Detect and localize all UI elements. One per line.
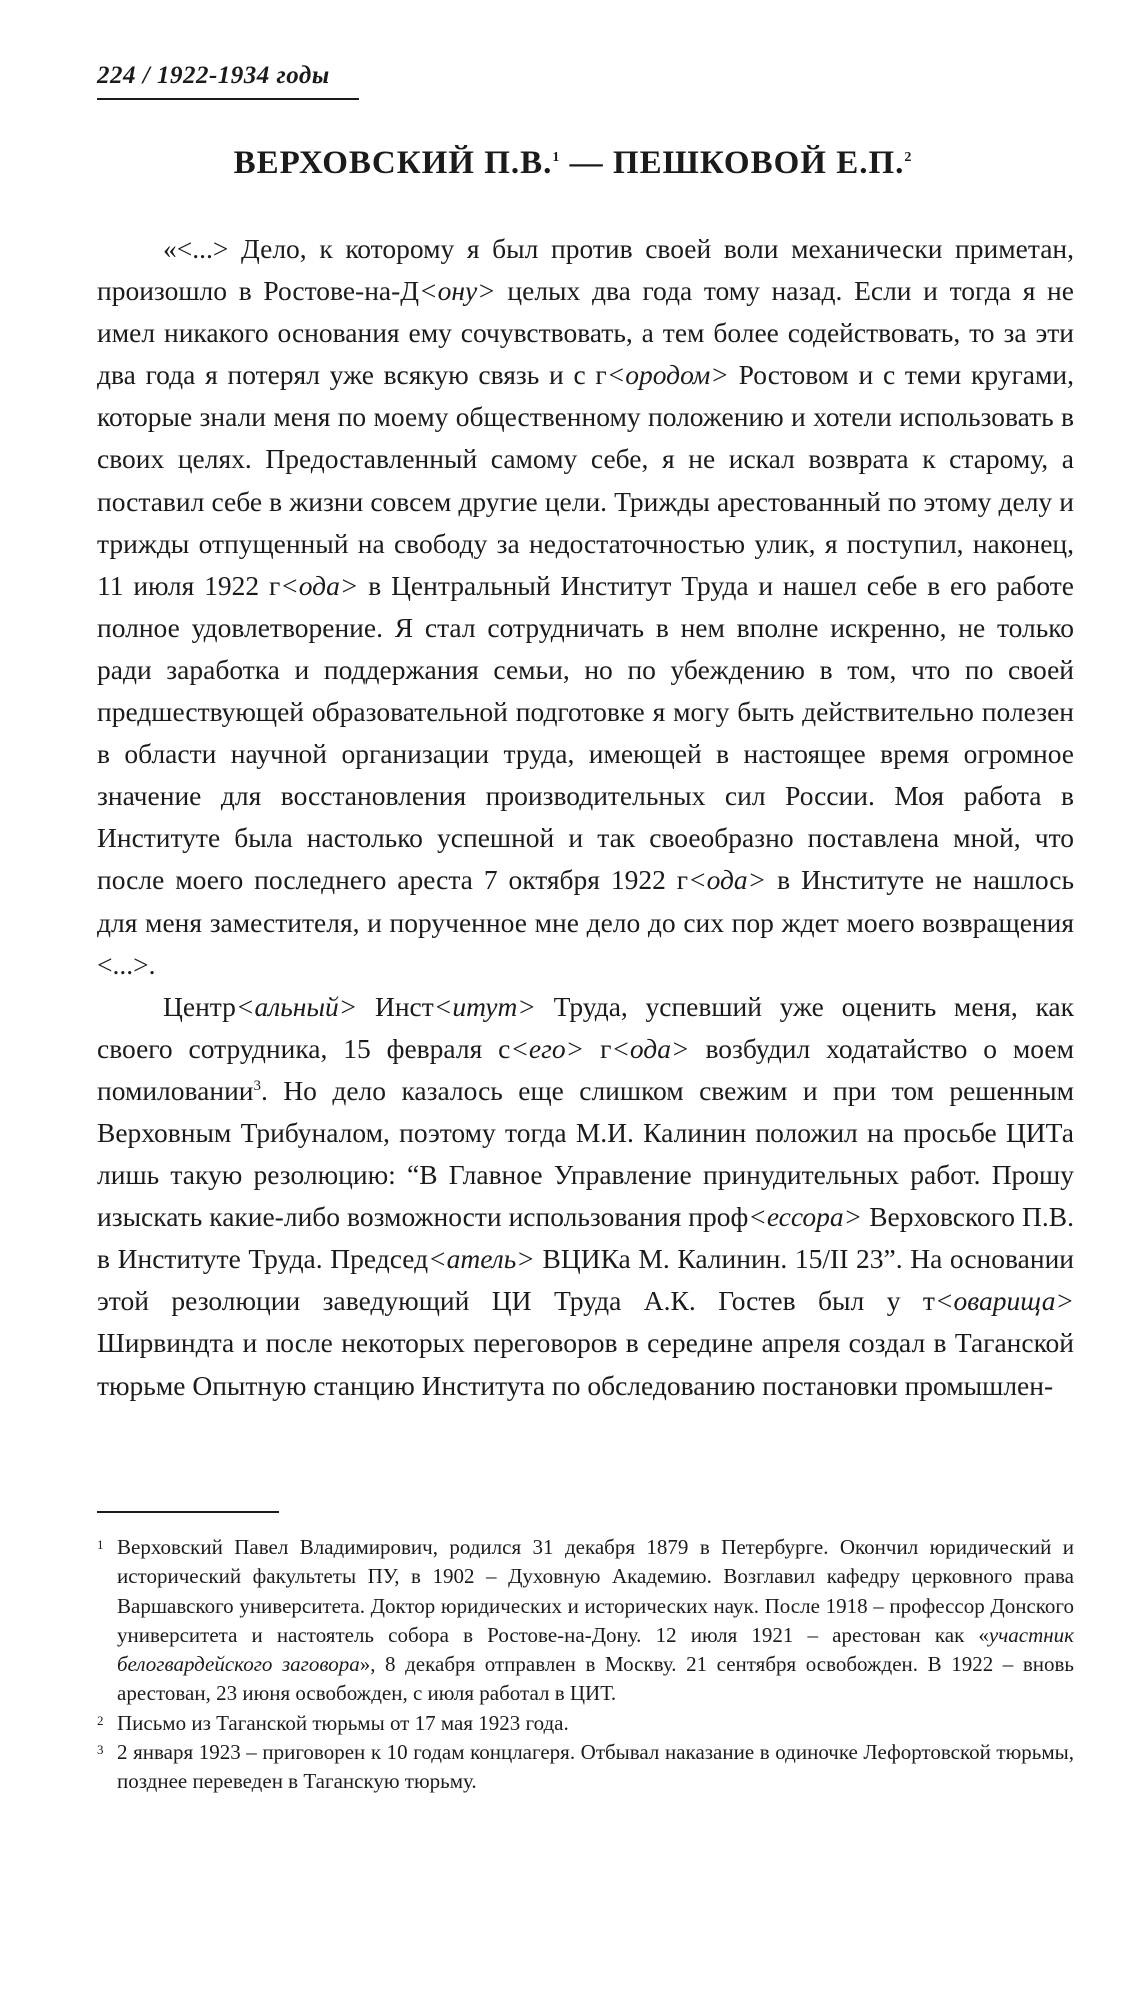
editorial-insertion: <ода> bbox=[280, 569, 359, 601]
footnote-separator bbox=[97, 1511, 279, 1513]
editorial-insertion: <итут> bbox=[433, 990, 536, 1022]
paragraph-2-text: Ширвиндта и после некоторых переговоров в середине апреля создал в Таганской тюрьме Опытную станцию Института по обследованию постановки промышлен- bbox=[97, 1327, 1074, 1401]
footnote-text: Письмо из Таганской тюрьмы от 17 мая 1923 года. bbox=[117, 1710, 569, 1735]
paragraph-2-text: Труда, успевший уже оценить меня, как своего сотрудника, 15 февраля с bbox=[97, 990, 1074, 1064]
footnote-text: 2 января 1923 – приговорен к 10 годам концлагеря. Отбывал наказание в одиночке Лефортовской тюрьмы, позднее переведен в Таганскую тюрьму. bbox=[117, 1740, 1074, 1794]
paragraph-2-text: ВЦИКа М. Калинин. 15/II 23”. На основании этой резолюции заведующий ЦИ Труда А.К. Гостев был у т bbox=[97, 1243, 1075, 1317]
editorial-insertion: <оварища> bbox=[934, 1285, 1074, 1317]
footnote-2 bbox=[97, 1709, 1074, 1738]
footnote-1 bbox=[97, 1533, 1074, 1709]
paragraph-2-text: Верховского П.В. в Институте Труда. Председ bbox=[97, 1201, 1074, 1275]
paragraph-2-text: . Но дело казалось еще слишком свежим и при том решенным Верховным Трибуналом, поэтому тогда М.И. Калинин положил на просьбе ЦИТа лишь такую резолюцию: “В Главное Управление принудительных работ. Прошу изыскать какие-либо возможности использования проф bbox=[97, 1074, 1074, 1233]
paragraph-2-text: возбудил ходатайство о моем помиловании bbox=[97, 1032, 1074, 1106]
footnotes bbox=[97, 1533, 1074, 1797]
editorial-insertion: <ородом> bbox=[606, 359, 729, 391]
footnote-mark: 1 bbox=[97, 1537, 104, 1552]
letter-body bbox=[97, 228, 1074, 1407]
editorial-insertion: <ода> bbox=[611, 1032, 690, 1064]
footnote-quote: участник белогвардейского заговора bbox=[117, 1622, 1074, 1677]
running-head-rule bbox=[97, 98, 359, 100]
editorial-insertion: <атель> bbox=[428, 1243, 535, 1275]
paragraph-2-text: Центр bbox=[163, 990, 236, 1022]
footnote-mark: 2 bbox=[97, 1712, 104, 1728]
editorial-insertion: <его> bbox=[510, 1032, 585, 1064]
paragraph-1-text: в Центральный Институт Труда и нашел себе в его работе полное удовлетворение. Я стал сотрудничать в нем вполне искренно, не только ради заработка и поддержания семьи, но по убеждению в том, что по своей предшествующей образовательной подготовке я могу быть действительно полезен в области научной организации труда, имеющей в настоящее время огромное значение для восстановления производительных сил России. Моя работа в Институте была настолько успешной и так своеобразно поставлена мной, что после моего последнего ареста 7 октября 1922 г bbox=[97, 569, 1074, 896]
title-part-2: — ПЕШКОВОЙ Е.П. bbox=[560, 145, 905, 181]
title-footnote-ref-2: 2 bbox=[904, 150, 913, 165]
footnote-mark: 3 bbox=[97, 1742, 104, 1758]
paragraph-1-text: «<...> Дело, к которому я был против своей воли механически приметан, произошло в Ростове-на-Д bbox=[97, 233, 1074, 307]
paragraph-1-text: целых два года тому назад. Если и тогда я не имел никакого основания ему сочувствовать, а тем более содействовать, то за эти два года я потерял уже всякую связь и с г bbox=[97, 275, 1074, 391]
paragraph-1-text: в Институте не нашлось для меня заместителя, и порученное мне дело до сих пор ждет моего возвращения <...>. bbox=[97, 864, 1075, 980]
paragraph-1-text: Ростовом и с теми кругами, которые знали меня по моему общественному положению и хотели использовать в своих целях. Предоставленный самому себе, я не искал возврата к старому, а поставил себе в жизни совсем другие цели. Трижды арестованный по этому делу и трижды отпущенный на свободу за недостаточностью улик, я поступил, наконец, 11 июля 1922 г bbox=[97, 359, 1074, 601]
paragraph-2 bbox=[97, 986, 1074, 1407]
title-footnote-ref-1: 1 bbox=[552, 150, 561, 165]
editorial-insertion: <альный> bbox=[235, 990, 358, 1022]
footnote-text: », 8 декабря отправлен в Москву. 21 сентября освобожден. В 1922 – вновь арестован, 23 июня освобожден, с июля работал в ЦИТ. bbox=[117, 1652, 1074, 1706]
editorial-insertion: <ессора> bbox=[748, 1201, 863, 1233]
editorial-insertion: <ода> bbox=[688, 864, 767, 896]
editorial-insertion: <ону> bbox=[419, 275, 496, 307]
letter-title bbox=[0, 145, 1146, 182]
paragraph-1 bbox=[97, 228, 1074, 986]
paragraph-2-text: г bbox=[584, 1032, 612, 1064]
title-part-1: ВЕРХОВСКИЙ П.В. bbox=[233, 145, 553, 181]
running-head: 224 / 1922-1934 годы bbox=[97, 62, 330, 89]
footnote-text: Верховский Павел Владимирович, родился 31 декабря 1879 в Петербурге. Окончил юридический и исторический факультеты ПУ, в 1902 – Духовную Академию. Возглавил кафедру церковного права Варшавского университета. Доктор юридических и исторических наук. После 1918 – профессор Донского университета и настоятель собора в Ростове-на-Дону. 12 июля 1921 – арестован как « bbox=[117, 1535, 1074, 1647]
paragraph-2-text: Инст bbox=[357, 990, 434, 1022]
footnote-ref-3: 3 bbox=[253, 1077, 262, 1094]
footnote-3 bbox=[97, 1738, 1074, 1797]
